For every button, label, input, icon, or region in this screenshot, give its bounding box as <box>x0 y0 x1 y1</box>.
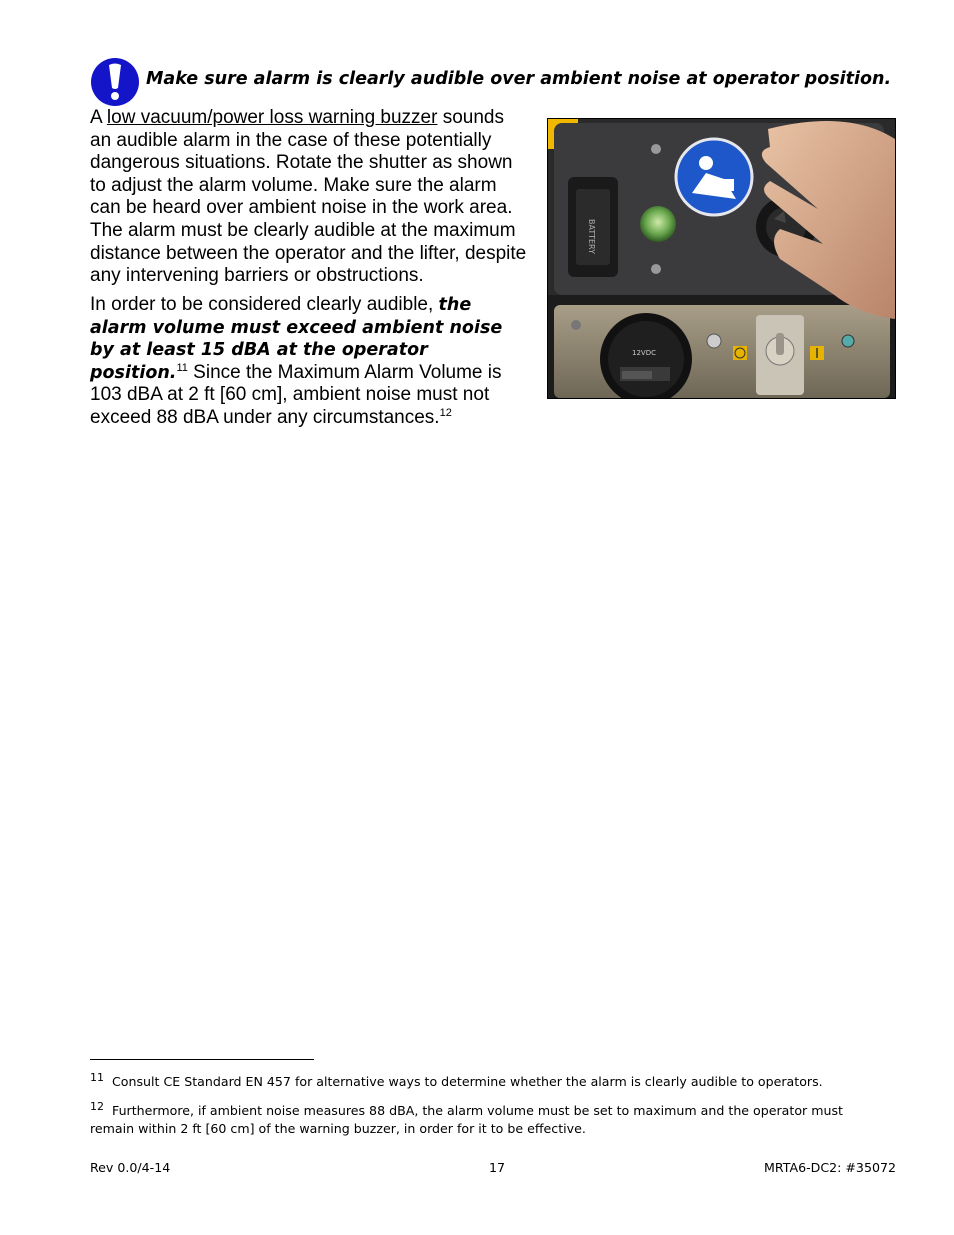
footnote-text: Consult CE Standard EN 457 for alternative ways to determine whether the alarm is clearly audible to operators. <box>112 1074 823 1089</box>
gauge-label: 12VDC <box>632 349 656 357</box>
footnote-text: Furthermore, if ambient noise measures 88 dBA, the alarm volume must be set to maximum and the operator must remain within 2 ft [60 cm] of the warning buzzer, in order for it to be effective. <box>90 1103 843 1136</box>
para2-lead: In order to be considered clearly audible, <box>90 294 439 315</box>
page-number: 17 <box>489 1160 506 1175</box>
footnote-ref-11[interactable]: 11 <box>176 361 188 374</box>
warning-text: Make sure alarm is clearly audible over ambient noise at operator position. <box>146 69 892 89</box>
indicator-light <box>640 206 676 242</box>
footnote-11 <box>90 1073 890 1091</box>
emphasis-text: the alarm volume must exceed ambient noise by at least 15 dBA at the operator position. <box>90 295 503 383</box>
para1-prefix: A <box>90 107 107 128</box>
battery-label: BATTERY <box>587 219 596 254</box>
footer-revision: Rev 0.0/4-14 <box>90 1160 171 1175</box>
warning-banner <box>91 58 139 106</box>
para2-mid: Since the Maximum Alarm Volume is 103 dBA at 2 ft [60 cm], ambient noise must not exceed 88 dBA under any circumstances. <box>90 361 502 428</box>
exclamation-circle-icon <box>91 58 139 106</box>
footnote-num: 11 <box>90 1071 104 1084</box>
para1-rest: sounds an audible alarm in the case of these potentially dangerous situations. Rotate the shutter as shown to adjust the alarm volume. Make sure the alarm can be heard over ambient noise in the work area. The alarm must be clearly audible at the maximum distance between the operator and the lifter, despite any intervening barriers or obstructions. <box>90 107 527 287</box>
footer-model: MRTA6-DC2: #35072 <box>764 1160 896 1175</box>
buzzer-term: low vacuum/power loss warning buzzer <box>106 107 438 128</box>
paragraph-buzzer <box>90 107 530 288</box>
footnote-divider <box>90 1059 314 1060</box>
paragraph-audible <box>90 294 530 430</box>
alarm-control-panel-photo <box>547 118 896 399</box>
footnote-12 <box>90 1102 890 1138</box>
footnote-num: 12 <box>90 1100 104 1113</box>
footnote-ref-12[interactable]: 12 <box>439 406 452 419</box>
